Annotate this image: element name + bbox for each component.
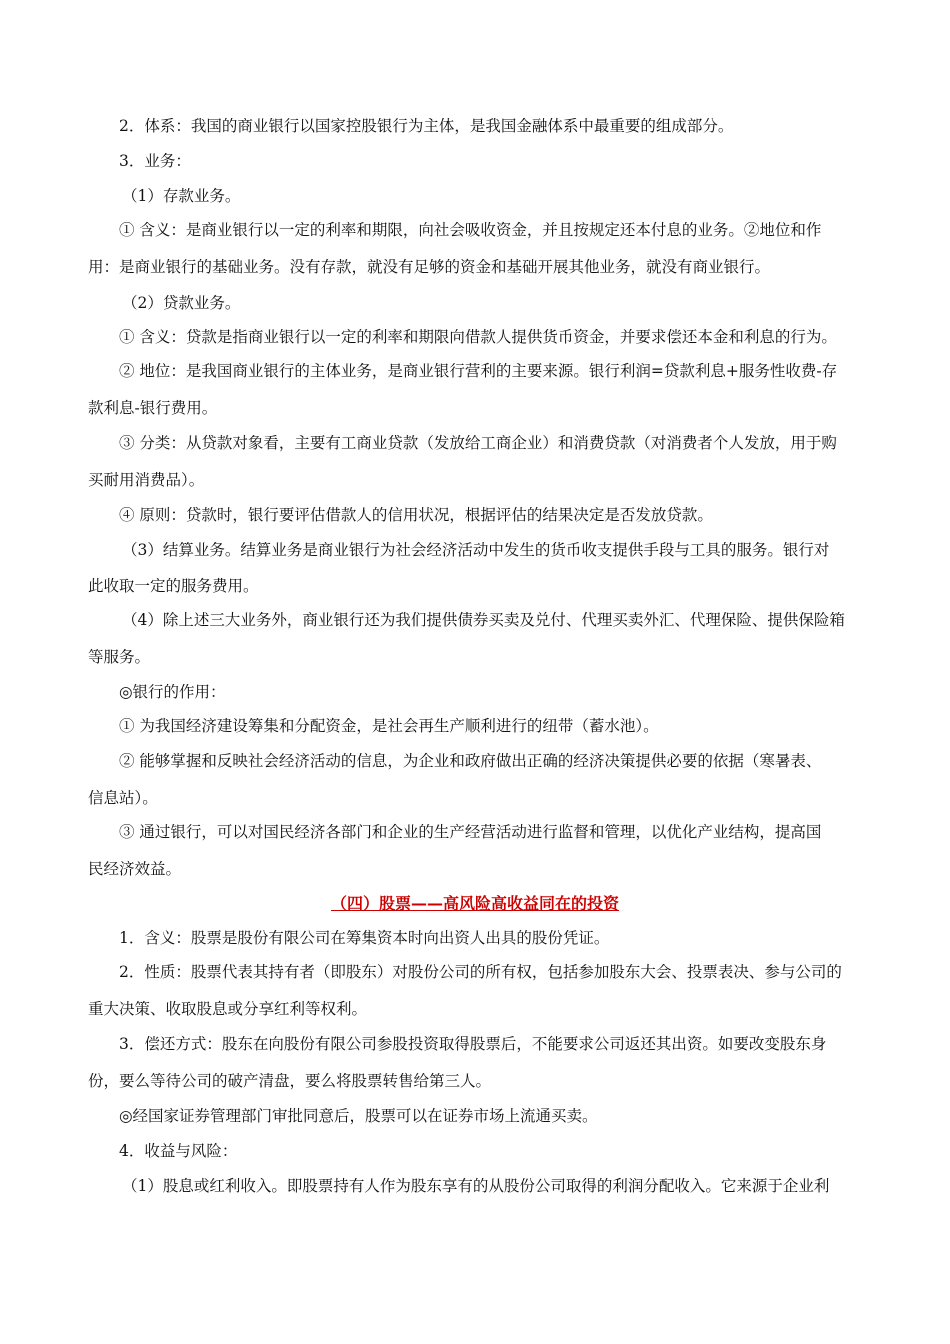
text-line: ③ 分类：从贷款对象看，主要有工商业贷款（发放给工商企业）和消费贷款（对消费者个人发放，用于购 [119,434,837,452]
text-line: 2．性质：股票代表其持有者（即股东）对股份公司的所有权，包括参加股东大会、投票表决、参与公司的 [119,963,842,981]
text-line: （4）除上述三大业务外，商业银行还为我们提供债券买卖及兑付、代理买卖外汇、代理保险、提供保险箱 [122,611,845,629]
text-line: ③ 通过银行，可以对国民经济各部门和企业的生产经营活动进行监督和管理，以优化产业结构，提高国 [119,823,822,841]
text-line: （1）股息或红利收入。即股票持有人作为股东享有的从股份公司取得的利润分配收入。它来源于企业利 [122,1177,830,1195]
text-line: （3）结算业务。结算业务是商业银行为社会经济活动中发生的货币收支提供手段与工具的服务。银行对 [122,541,830,559]
text-line: ④ 原则：贷款时，银行要评估借款人的信用状况，根据评估的结果决定是否发放贷款。 [119,506,713,524]
text-line: 等服务。 [88,648,151,666]
text-line: 信息站）。 [88,789,158,807]
text-line: ◎经国家证券管理部门审批同意后，股票可以在证券市场上流通买卖。 [119,1107,598,1125]
text-line: 1．含义：股票是股份有限公司在筹集资本时向出资人出具的股份凭证。 [119,929,610,947]
text-line: 民经济效益。 [88,860,182,878]
text-line: 重大决策、收取股息或分享红利等权利。 [88,1000,368,1018]
section-heading: （四）股票——高风险高收益同在的投资 [330,894,619,913]
text-line: 4．收益与风险： [119,1142,238,1160]
text-line: 款利息-银行费用。 [88,399,218,417]
text-line: 3．业务： [119,152,191,170]
text-line: ② 能够掌握和反映社会经济活动的信息，为企业和政府做出正确的经济决策提供必要的依据（寒暑表、 [119,752,822,770]
text-line: 用：是商业银行的基础业务。没有存款，就没有足够的资金和基础开展其他业务，就没有商业银行。 [88,258,771,276]
text-line: 3．偿还方式：股东在向股份有限公司参股投资取得股票后，不能要求公司返还其出资。如要改变股东身 [119,1035,827,1053]
text-line: （2）贷款业务。 [122,294,241,312]
text-line: 买耐用消费品）。 [88,471,205,489]
text-line: ◎银行的作用： [119,683,226,701]
text-line: 此收取一定的服务费用。 [88,577,259,595]
text-line: ① 含义：是商业银行以一定的利率和期限，向社会吸收资金，并且按规定还本付息的业务。②地位和作 [119,221,822,239]
text-line: 份，要么等待公司的破产清盘，要么将股票转售给第三人。 [88,1072,492,1090]
text-line: ① 为我国经济建设筹集和分配资金，是社会再生产顺利进行的纽带（蓄水池）。 [119,717,659,735]
text-line: ① 含义：贷款是指商业银行以一定的利率和期限向借款人提供货币资金，并要求偿还本金和利息的行为。 [119,328,837,346]
text-line: （1）存款业务。 [122,187,241,205]
text-line: ② 地位：是我国商业银行的主体业务，是商业银行营利的主要来源。银行利润=贷款利息+服务性收费-存 [119,362,838,380]
text-line: 2．体系：我国的商业银行以国家控股银行为主体，是我国金融体系中最重要的组成部分。 [119,117,734,135]
